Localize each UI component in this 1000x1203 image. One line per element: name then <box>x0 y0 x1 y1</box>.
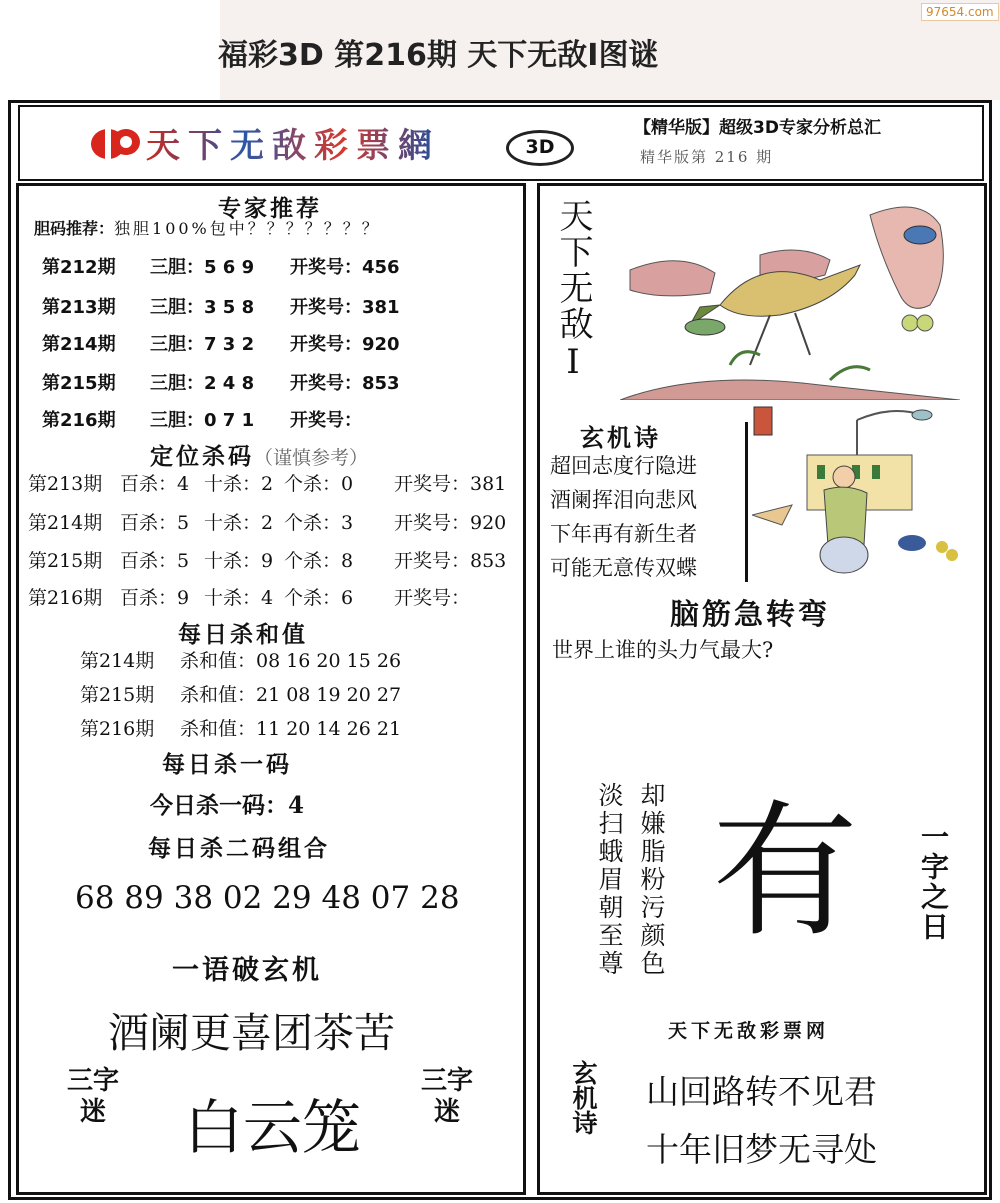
sum-row <box>80 646 402 673</box>
expert-row <box>42 293 400 319</box>
big-character: 有 <box>712 787 858 957</box>
one-code-title: 每日杀一码 <box>162 752 292 778</box>
period: 第214期 <box>42 334 116 355</box>
draw-number: 开奖号：853 <box>394 550 507 572</box>
poem-line: 酒阑挥泪向悲风 <box>550 488 697 512</box>
draw-number: 开奖号：853 <box>290 373 400 394</box>
draw-number: 开奖号：920 <box>290 334 400 355</box>
dan-label: 胆码推荐： <box>34 219 115 238</box>
shi-kill: 十杀：2 <box>204 473 274 495</box>
period: 第212期 <box>42 257 116 278</box>
draw-number: 开奖号： <box>290 410 362 431</box>
sum-kill-title: 每日杀和值 <box>178 622 308 648</box>
issue-line: 精华版第 216 期 <box>640 148 774 166</box>
shi-kill: 十杀：4 <box>204 587 274 609</box>
dan-values: 三胆：7 3 2 <box>150 334 255 355</box>
vertical-verse-left: 淡扫蛾眉朝至尊 <box>595 782 624 978</box>
xuanji-label: 玄机诗 <box>569 1060 598 1135</box>
shi-kill: 十杀：2 <box>204 512 274 534</box>
sum-values: 杀和值：08 16 20 15 26 <box>180 650 402 672</box>
bottom-line: 十年旧梦无寻处 <box>646 1130 877 1169</box>
expert-row <box>42 406 362 432</box>
period: 第215期 <box>42 373 116 394</box>
poem-line: 超回志度行隐进 <box>550 454 697 478</box>
period: 第213期 <box>42 297 116 318</box>
bai-kill: 百杀：4 <box>120 473 190 495</box>
period: 第214期 <box>80 650 155 672</box>
expert-row <box>42 330 400 356</box>
period: 第216期 <box>28 587 103 609</box>
sum-row <box>80 680 402 707</box>
period: 第213期 <box>28 473 103 495</box>
draw-number: 开奖号：381 <box>290 297 400 318</box>
three-char-label-right: 三字迷 <box>420 1066 473 1127</box>
bai-kill: 百杀：5 <box>120 550 190 572</box>
ge-kill: 个杀：8 <box>284 550 354 572</box>
dan-values: 三胆：5 6 9 <box>150 257 255 278</box>
sum-values: 杀和值：11 20 14 26 21 <box>180 718 402 740</box>
brain-teaser-question: 世界上谁的头力气最大? <box>552 638 774 662</box>
expert-row <box>42 253 400 279</box>
period: 第214期 <box>28 512 103 534</box>
sum-row <box>80 714 402 741</box>
kill-row <box>28 508 507 535</box>
lottery-logo-icon <box>88 122 144 162</box>
dan-values: 三胆：0 7 1 <box>150 410 255 431</box>
kill-row <box>28 583 471 610</box>
sum-values: 杀和值：21 08 19 20 27 <box>180 684 402 706</box>
two-code-title: 每日杀二码组合 <box>148 836 330 862</box>
ge-kill: 个杀：3 <box>284 512 354 534</box>
vertical-verse-right: 却嫌脂粉污颜色 <box>637 782 666 978</box>
watermark: 97654.com <box>921 3 999 21</box>
draw-number: 开奖号：920 <box>394 512 507 534</box>
draw-number: 开奖号：456 <box>290 257 400 278</box>
brain-teaser-title: 脑筋急转弯 <box>670 597 831 631</box>
shi-kill: 十杀：9 <box>204 550 274 572</box>
bird-illustration <box>620 195 960 400</box>
expert-row <box>42 369 400 395</box>
kill-row <box>28 469 507 496</box>
poem-line: 可能无意传双蝶 <box>550 556 697 580</box>
one-code-text: 今日杀一码：4 <box>150 792 305 819</box>
edition-label: 【精华版】超级3D专家分析总汇 <box>634 118 881 138</box>
ge-kill: 个杀：6 <box>284 587 354 609</box>
badge-3d: 3D <box>506 130 574 166</box>
bottom-line: 山回路转不见君 <box>646 1072 877 1111</box>
period: 第216期 <box>80 718 155 740</box>
picture-title: 天下无敌Ⅰ <box>553 198 593 384</box>
one-char-label: 一字之日 <box>917 822 950 942</box>
site-name-small: 天下无敌彩票网 <box>668 1020 830 1042</box>
dan-recommend <box>34 216 381 239</box>
two-code-text: 68 89 38 02 29 48 07 28 <box>75 880 460 916</box>
dan-values: 三胆：2 4 8 <box>150 373 255 394</box>
position-kill-note: （谨慎参考） <box>254 447 369 469</box>
draw-number: 开奖号：381 <box>394 473 507 495</box>
one-phrase-text: 酒阑更喜团茶苦 <box>108 1009 395 1057</box>
poem-title: 玄机诗 <box>580 424 661 452</box>
dan-value: 独胆100%包中？？？？？？？ <box>114 219 381 238</box>
dan-values: 三胆：3 5 8 <box>150 297 255 318</box>
period: 第215期 <box>28 550 103 572</box>
site-name: 天下无敌彩票網 <box>146 118 440 167</box>
expert-title: 专家推荐 <box>218 196 322 222</box>
bai-kill: 百杀：9 <box>120 587 190 609</box>
period: 第216期 <box>42 410 116 431</box>
divider-line <box>745 422 748 582</box>
three-char-text: 白云笼 <box>184 1093 362 1162</box>
man-sitting-illustration <box>752 405 974 580</box>
draw-number: 开奖号： <box>394 587 471 609</box>
page-title: 福彩3D 第216期 天下无敌Ⅰ图谜 <box>218 38 659 73</box>
ge-kill: 个杀：0 <box>284 473 354 495</box>
period: 第215期 <box>80 684 155 706</box>
position-kill-title: 定位杀码 <box>150 444 254 470</box>
three-char-label-left: 三字迷 <box>66 1066 119 1127</box>
poem-line: 下年再有新生者 <box>550 522 697 546</box>
kill-row <box>28 546 507 573</box>
one-phrase-title: 一语破玄机 <box>172 955 322 986</box>
position-kill-heading <box>150 438 368 471</box>
bai-kill: 百杀：5 <box>120 512 190 534</box>
